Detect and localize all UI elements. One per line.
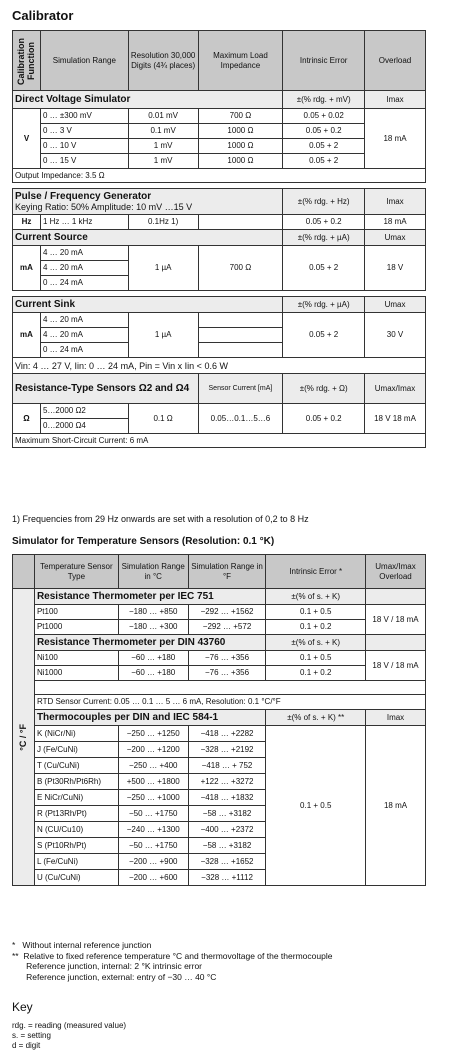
rtd43760-c: −60 … +180 [118,666,188,681]
pulse-res: 0.1Hz 1) [128,215,198,230]
tc-c: −250 … +400 [118,758,188,774]
dv-title: Direct Voltage Simulator [13,91,283,109]
calibrator-title: Calibrator [12,8,74,23]
dv-note: Output Impedance: 3.5 Ω [13,169,426,183]
rtd43760-c: −60 … +180 [118,651,188,666]
temp-header-error: Intrinsic Error * [266,555,366,589]
source-error-head: ±(% rdg. + µA) [283,230,365,246]
tc-type: T (Cu/CuNi) [34,758,118,774]
dv-range: 0 … 15 V [40,154,128,169]
rtd751-c: −180 … +300 [118,620,188,635]
rtd751-f: −292 … +1562 [188,605,266,620]
source-title: Current Source [13,230,283,246]
dv-overload-head: Imax [365,91,426,109]
pulse-overload-head: Imax [365,189,426,215]
temp-notes [12,940,332,982]
tc-f: −328 … +1652 [188,854,266,870]
rtd43760-f: −76 … +356 [188,651,266,666]
rtd43760-type: Ni1000 [34,666,118,681]
tc-f: −400 … +2372 [188,822,266,838]
dv-res: 1 mV [128,139,198,154]
tc-c: −50 … +1750 [118,838,188,854]
sink-range: 4 … 20 mA [40,328,128,343]
header-resolution: Resolution 30,000 Digits (4¾ places) [128,31,198,91]
source-res: 1 µA [128,246,198,291]
tc-overload-head: Imax [366,710,426,726]
source-overload-head: Umax [365,230,426,246]
rtd751-type: Pt100 [34,605,118,620]
tc-type: N (CU/Cu10) [34,822,118,838]
tc-c: −200 … +600 [118,870,188,886]
pulse-range: 1 Hz … 1 kHz [40,215,128,230]
pulse-subtitle: Keying Ratio: 50% Amplitude: 10 mV …15 V [15,201,193,212]
tc-type: K (NiCr/Ni) [34,726,118,742]
temp-title: Simulator for Temperature Sensors (Resolution: 0.1 °K) [12,536,275,547]
tc-f: −328 … +1112 [188,870,266,886]
sink-overload-head: Umax [365,297,426,313]
tc-f: −58 … +3182 [188,838,266,854]
sink-note: Vin: 4 … 27 V, Iin: 0 … 24 mA, Pin = Vin x Iin < 0.6 W [13,358,426,374]
dv-range: 0 … 10 V [40,139,128,154]
rtd43760-title: Resistance Thermometer per DIN 43760 [34,635,265,651]
resist-error-head: ±(% rdg. + Ω) [283,374,365,404]
temp-header-rangeF: Simulation Range in °F [188,555,266,589]
tc-f: −328 … +2192 [188,742,266,758]
dv-res: 0.1 mV [128,124,198,139]
source-range: 4 … 20 mA [40,261,128,276]
tc-f: +122 … +3272 [188,774,266,790]
dv-err: 0.05 + 0.02 [283,109,365,124]
key-item: d = digit [12,1041,41,1050]
rtd-note: RTD Sensor Current: 0.05 … 0.1 … 5 … 6 mA, Resolution: 0.1 °C/°F [34,695,425,710]
pulse-func: Hz [13,215,41,230]
temp-table [12,554,426,886]
dv-load: 1000 Ω [198,139,283,154]
dv-err: 0.05 + 0.2 [283,124,365,139]
dv-res: 0.01 mV [128,109,198,124]
header-overload: Overload [365,31,426,91]
temp-note: Reference junction, external: entry of −30 … 40 °C [12,971,217,982]
dv-err: 0.05 + 2 [283,154,365,169]
temp-header-overload: Umax/Imax Overload [366,555,426,589]
tc-c: −250 … +1250 [118,726,188,742]
rtd43760-overload: 18 V / 18 mA [366,651,426,681]
pulse-err: 0.05 + 0.2 [283,215,365,230]
rtd43760-type: Ni100 [34,651,118,666]
dv-load: 1000 Ω [198,154,283,169]
sink-err: 0.05 + 2 [283,313,365,358]
temp-corner [13,555,35,589]
tc-type: J (Fe/CuNi) [34,742,118,758]
pulse-overload: 18 mA [365,215,426,230]
rtd751-error-head: ±(% of s. + K) [266,589,366,605]
dv-range: 0 … 3 V [40,124,128,139]
resist-note: Maximum Short-Circuit Current: 6 mA [13,434,426,448]
tc-f: −58 … +3182 [188,806,266,822]
tc-type: E NiCr/CuNi) [34,790,118,806]
temp-header-type: Temperature Sensor Type [34,555,118,589]
resist-current-head: Sensor Current [mA] [198,374,283,404]
source-err: 0.05 + 2 [283,246,365,291]
source-func: mA [13,246,41,291]
tc-c: −240 … +1300 [118,822,188,838]
pulse-error-head: ±(% rdg. + Hz) [283,189,365,215]
temp-side-label-cell [13,589,35,886]
rtd751-f: −292 … +572 [188,620,266,635]
dv-error-head: ±(% rdg. + mV) [283,91,365,109]
temp-header-rangeC: Simulation Range in °C [118,555,188,589]
source-overload: 18 V [365,246,426,291]
sink-range: 4 … 20 mA [40,313,128,328]
key-item: rdg. = reading (measured value) [12,1021,127,1030]
tc-type: L (Fe/CuNi) [34,854,118,870]
tc-type: B (Pt30Rh/Pt6Rh) [34,774,118,790]
tc-c: −200 … +1200 [118,742,188,758]
tc-error-head: ±(% of s. + K) ** [266,710,366,726]
sink-error-head: ±(% rdg. + µA) [283,297,365,313]
calibrator-table [12,30,426,448]
pulse-title: Pulse / Frequency Generator [15,190,152,202]
tc-c: +500 … +1800 [118,774,188,790]
tc-type: R (Pt13Rh/Pt) [34,806,118,822]
tc-c: −200 … +900 [118,854,188,870]
rtd751-overload: 18 V / 18 mA [366,605,426,635]
resist-range: 0…2000 Ω4 [40,419,128,434]
rtd751-type: Pt1000 [34,620,118,635]
sink-func: mA [13,313,41,358]
rtd751-c: −180 … +850 [118,605,188,620]
sink-res: 1 µA [128,313,198,358]
rtd43760-error-head: ±(% of s. + K) [266,635,366,651]
resist-range: 5…2000 Ω2 [40,404,128,419]
tc-f: −418 … +2282 [188,726,266,742]
tc-f: −418 … + 752 [188,758,266,774]
rtd43760-f: −76 … +356 [188,666,266,681]
dv-res: 1 mV [128,154,198,169]
header-load: Maximum Load Impedance [198,31,283,91]
dv-func: V [13,109,41,169]
pulse-title-cell [13,189,283,215]
resist-res: 0.1 Ω [128,404,198,434]
tc-err: 0.1 + 0.5 [266,726,366,886]
temp-side-label: °C / °F [18,723,29,751]
rtd751-err: 0.1 + 0.5 [266,605,366,620]
resist-err: 0.05 + 0.2 [283,404,365,434]
tc-title: Thermocouples per DIN and IEC 584-1 [34,710,265,726]
temp-note: ** Relative to fixed reference temperature °C and thermovoltage of the thermocouple [12,950,333,961]
resist-title: Resistance-Type Sensors Ω2 and Ω4 [13,374,199,404]
sink-range: 0 … 24 mA [40,343,128,358]
tc-c: −50 … +1750 [118,806,188,822]
key-list [12,1021,126,1051]
source-range: 0 … 24 mA [40,276,128,291]
temp-note: Reference junction, internal: 2 °K intrinsic error [12,961,203,971]
tc-c: −250 … +1000 [118,790,188,806]
dv-load: 1000 Ω [198,124,283,139]
tc-f: −418 … +1832 [188,790,266,806]
calibrator-footnote: 1) Frequencies from 29 Hz onwards are set with a resolution of 0,2 to 8 Hz [12,514,309,524]
source-range: 4 … 20 mA [40,246,128,261]
dv-overload: 18 mA [365,109,426,169]
rtd43760-err: 0.1 + 0.5 [266,651,366,666]
resist-overload: 18 V 18 mA [365,404,426,434]
sink-title: Current Sink [13,297,283,313]
source-load: 700 Ω [198,246,283,291]
key-title: Key [12,1000,33,1014]
dv-load: 700 Ω [198,109,283,124]
tc-type: S (Pt10Rh/Pt) [34,838,118,854]
tc-type: U (Cu/CuNi) [34,870,118,886]
rtd751-title: Resistance Thermometer per IEC 751 [34,589,265,605]
resist-overload-head: Umax/Imax [365,374,426,404]
dv-range: 0 … ±300 mV [40,109,128,124]
resist-current: 0.05…0.1…5…6 [198,404,283,434]
rtd43760-err: 0.1 + 0.2 [266,666,366,681]
resist-func: Ω [13,404,41,434]
temp-note: * Without internal reference junction [12,940,152,950]
header-function: Calibration Function [13,31,41,91]
header-range: Simulation Range [40,31,128,91]
dv-err: 0.05 + 2 [283,139,365,154]
rtd751-err: 0.1 + 0.2 [266,620,366,635]
header-error: Intrinsic Error [283,31,365,91]
tc-overload: 18 mA [366,726,426,886]
key-item: s. = setting [12,1031,51,1040]
sink-overload: 30 V [365,313,426,358]
